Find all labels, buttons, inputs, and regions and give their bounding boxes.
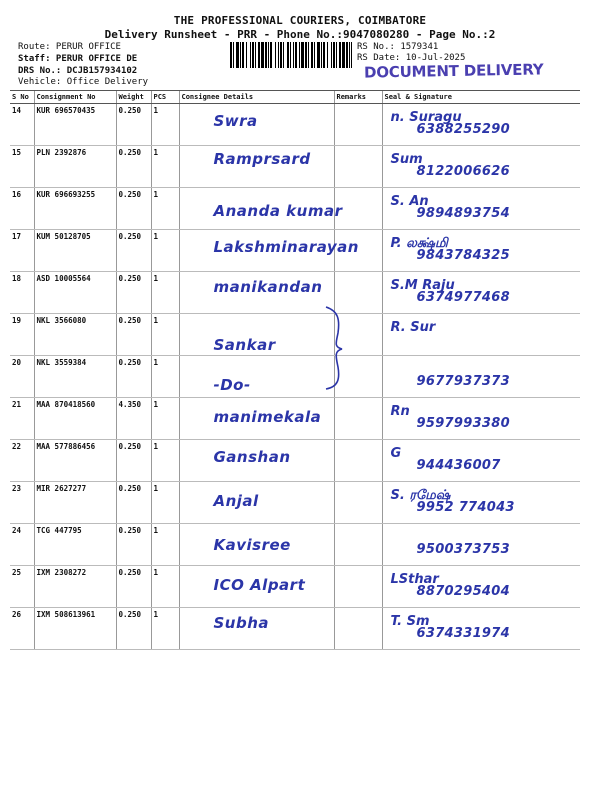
table-row [10,146,580,188]
serial-number: 25 [10,566,34,608]
signature-cell [382,524,580,566]
weight-value: 0.250 [116,440,151,482]
consignee-name: -Do- [213,376,251,394]
remarks-cell [334,188,382,230]
remarks-cell [334,230,382,272]
remarks-cell [334,482,382,524]
signature-cell [382,272,580,314]
signature-cell [382,566,580,608]
signature-name: S. ரமேஷ் [390,488,451,503]
consignee-name: Lakshminarayan [213,238,359,256]
remarks-cell [334,104,382,146]
table-row [10,230,580,272]
signature-phone: 9597993380 [416,416,510,431]
weight-value: 0.250 [116,146,151,188]
table-row [10,398,580,440]
consignee-name: manikandan [213,278,323,296]
weight-value: 0.250 [116,272,151,314]
rs-number: RS No.: 1579341 [357,42,439,52]
remarks-cell [334,608,382,650]
consignment-number: NKL 3566080 [34,314,116,356]
signature-name: R. Sur [390,320,436,335]
runsheet-subtitle: Delivery Runsheet - PRR - Phone No.:9047080280 - Page No.:2 [104,28,496,41]
consignee-name: Sankar [213,336,276,354]
consignee-cell [179,272,334,314]
document-delivery-stamp: DOCUMENT DELIVERY [363,60,544,82]
serial-number: 18 [10,272,34,314]
signature-cell [382,356,580,398]
signature-cell [382,608,580,650]
pcs-value: 1 [151,398,179,440]
rs-date: RS Date: 10-Jul-2025 [357,53,466,63]
consignment-number: MIR 2627277 [34,482,116,524]
consignment-number: PLN 2392876 [34,146,116,188]
consignee-name: Ananda kumar [213,202,343,220]
serial-number: 16 [10,188,34,230]
consignee-name: Ganshan [213,448,291,466]
remarks-cell [334,398,382,440]
consignee-name: Subha [213,614,270,632]
table-row [10,482,580,524]
signature-cell [382,314,580,356]
signature-name: P. லக்ஷ்மி [390,236,448,251]
signature-name: T. Sm [390,614,430,629]
consignment-number: MAA 870418560 [34,398,116,440]
consignee-cell [179,398,334,440]
pcs-value: 1 [151,314,179,356]
col-remarks: Remarks [334,91,382,104]
weight-value: 0.250 [116,104,151,146]
pcs-value: 1 [151,104,179,146]
consignment-number: NKL 3559384 [34,356,116,398]
col-pcs: PCS [151,91,179,104]
consignee-cell [179,482,334,524]
weight-value: 0.250 [116,524,151,566]
serial-number: 19 [10,314,34,356]
weight-value: 0.250 [116,356,151,398]
pcs-value: 1 [151,440,179,482]
remarks-cell [334,440,382,482]
serial-number: 26 [10,608,34,650]
consignment-number: ASD 10005564 [34,272,116,314]
signature-phone: 6388255290 [416,122,510,137]
consignee-cell [179,314,334,356]
signature-name: G [390,446,402,461]
signature-cell [382,230,580,272]
consignee-name: Ramprsard [213,150,311,168]
consignee-cell [179,440,334,482]
consignee-cell [179,356,334,398]
pcs-value: 1 [151,482,179,524]
vehicle-label: Vehicle: Office Delivery [18,77,149,87]
signature-name: S. An [390,194,429,209]
signature-name: Rn [390,404,410,419]
consignment-number: KUR 696693255 [34,188,116,230]
signature-phone: 8122006626 [416,164,510,179]
signature-cell [382,440,580,482]
signature-phone: 9677937373 [416,374,510,389]
signature-phone: 6374977468 [416,290,510,305]
signature-name: Sum [390,152,423,167]
signature-phone: 8870295404 [416,584,510,599]
table-row [10,566,580,608]
consignee-cell [179,608,334,650]
remarks-cell [334,146,382,188]
table-row [10,104,580,146]
weight-value: 0.250 [116,314,151,356]
consignment-number: KUR 696570435 [34,104,116,146]
weight-value: 0.250 [116,566,151,608]
consignee-cell [179,566,334,608]
consignee-cell [179,146,334,188]
signature-phone: 9894893754 [416,206,510,221]
consignee-name: Swra [213,112,258,130]
pcs-value: 1 [151,608,179,650]
signature-phone: 6374331974 [416,626,510,641]
signature-cell [382,188,580,230]
table-row [10,314,580,356]
serial-number: 21 [10,398,34,440]
serial-number: 15 [10,146,34,188]
col-signature: Seal & Signature [382,91,580,104]
signature-cell [382,104,580,146]
consignment-number: MAA 577886456 [34,440,116,482]
pcs-value: 1 [151,146,179,188]
pcs-value: 1 [151,188,179,230]
barcode [230,42,352,68]
consignee-name: Kavisree [213,536,291,554]
table-row [10,608,580,650]
pcs-value: 1 [151,272,179,314]
table-row [10,188,580,230]
weight-value: 0.250 [116,608,151,650]
signature-phone: 944436007 [416,458,501,473]
col-consignment-no: Consignment No [34,91,116,104]
pcs-value: 1 [151,566,179,608]
signature-cell [382,482,580,524]
consignee-name: Anjal [213,492,259,510]
serial-number: 17 [10,230,34,272]
serial-number: 14 [10,104,34,146]
consignee-cell [179,524,334,566]
pcs-value: 1 [151,356,179,398]
serial-number: 23 [10,482,34,524]
remarks-cell [334,524,382,566]
signature-name: n. Suragu [390,110,462,125]
signature-cell [382,146,580,188]
pcs-value: 1 [151,524,179,566]
pcs-value: 1 [151,230,179,272]
remarks-cell [334,566,382,608]
consignment-number: TCG 447795 [34,524,116,566]
consignment-number: IXM 2308272 [34,566,116,608]
consignee-name: manimekala [213,408,322,426]
col-sno: S No [10,91,34,104]
runsheet-table [10,90,580,650]
weight-value: 0.250 [116,188,151,230]
consignee-cell [179,230,359,272]
company-title: THE PROFESSIONAL COURIERS, COIMBATORE [173,14,427,27]
drs-number: DRS No.: DCJB157934102 [18,66,138,76]
route-label: Route: PERUR OFFICE [18,42,121,52]
consignee-cell [179,188,343,230]
consignment-number: KUM 50128705 [34,230,116,272]
signature-phone: 9500373753 [416,542,510,557]
weight-value: 0.250 [116,482,151,524]
col-weight: Weight [116,91,151,104]
consignee-cell [179,104,334,146]
table-row [10,356,580,398]
signature-cell [382,398,580,440]
consignment-number: IXM 508613961 [34,608,116,650]
col-consignee: Consignee Details [179,91,334,104]
table-row [10,440,580,482]
weight-value: 0.250 [116,230,151,272]
table-header [10,91,580,104]
consignee-name: ICO Alpart [213,576,306,594]
staff-label: Staff: PERUR OFFICE DE [18,54,138,64]
signature-phone: 9952 774043 [416,500,515,515]
signature-name: LSthar [390,572,439,587]
signature-name: S.M Raju [390,278,455,293]
table-row [10,272,580,314]
serial-number: 24 [10,524,34,566]
curly-brace-mark [320,305,350,391]
serial-number: 20 [10,356,34,398]
weight-value: 4.350 [116,398,151,440]
table-row [10,524,580,566]
serial-number: 22 [10,440,34,482]
signature-phone: 9843784325 [416,248,510,263]
